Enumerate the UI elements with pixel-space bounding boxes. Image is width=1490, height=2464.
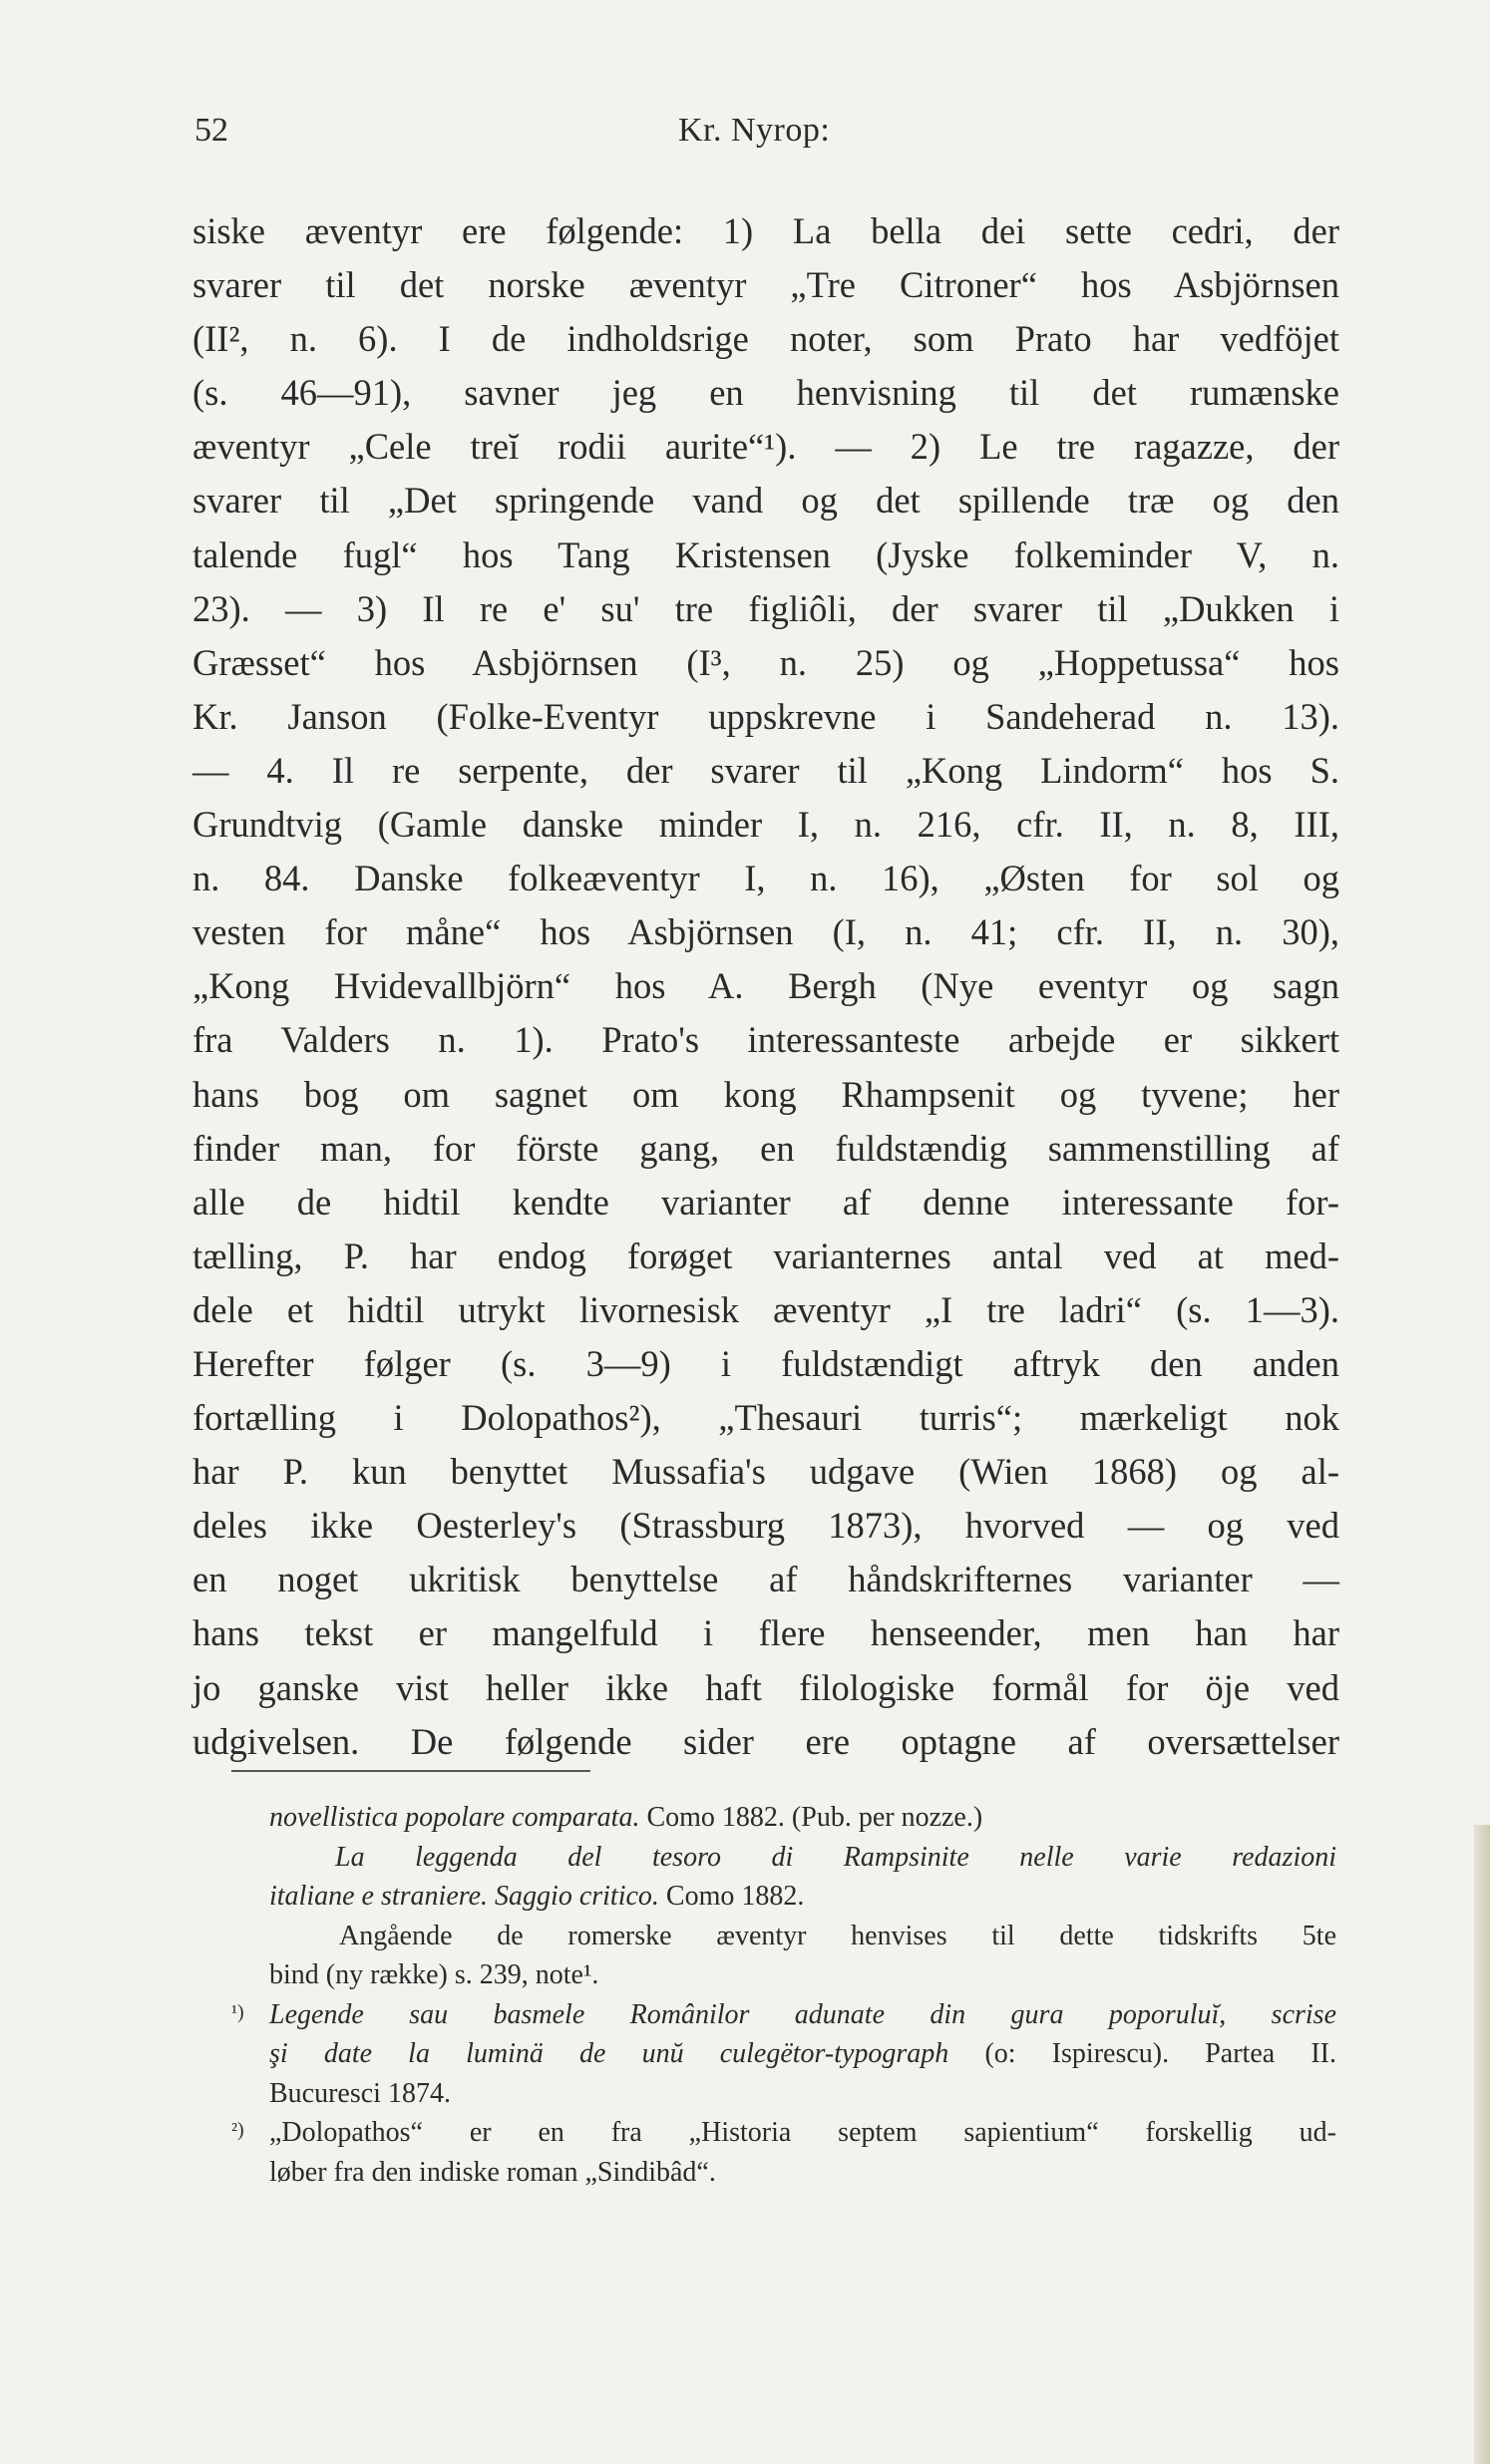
body-line: svarer til det norske æventyr „Tre Citroner“ hos Asbjörnsen [192,264,1339,306]
footnote-marker: ¹) [231,2000,244,2023]
body-line: finder man, for förste gang, en fuldstændig sammenstilling af [192,1127,1339,1169]
body-line: alle de hidtil kendte varianter af denne interessante for- [192,1181,1339,1223]
body-line: hans tekst er mangelfuld i flere henseender, men han har [192,1612,1339,1654]
footnote-text: Como 1882. [665,1881,805,1912]
footnotes [231,1798,1336,2192]
body-line: har P. kun benyttet Mussafia's udgave (Wien 1868) og al- [192,1451,1339,1493]
body-line: en noget ukritisk benyttelse af håndskrifternes varianter — [192,1559,1339,1600]
body-line: jo ganske vist heller ikke haft filologiske formål for öje ved [192,1666,1339,1708]
footnote-text: (o: Ispirescu). Partea II. [984,2038,1336,2069]
page-header [194,112,1336,162]
body-line: Herefter følger (s. 3—9) i fuldstændigt aftryk den anden [192,1342,1339,1384]
body-line: udgivelsen. De følgende sider ere optagne af oversættelser [192,1720,1339,1762]
body-line: vesten for måne“ hos Asbjörnsen (I, n. 41; cfr. II, n. 30), [192,911,1339,953]
running-head: Kr. Nyrop: [678,112,831,149]
body-line: „Kong Hvidevallbjörn“ hos A. Bergh (Nye eventyr og sagn [192,965,1339,1007]
footnote-line [269,1877,1336,1917]
body-line: dele et hidtil utrykt livornesisk æventyr „I tre ladri“ (s. 1—3). [192,1288,1339,1330]
body-line: hans bog om sagnet om kong Rhampsenit og tyvene; her [192,1073,1339,1115]
body-line: n. 84. Danske folkeæventyr I, n. 16), „Østen for sol og [192,858,1339,899]
footnote-title: La leggenda del tesoro di Rampsinite nelle varie redazioni [335,1841,1336,1873]
footnote-marker: ²) [231,2119,244,2141]
footnote-text: Como 1882. (Pub. per nozze.) [646,1802,983,1833]
body-line: (s. 46—91), savner jeg en henvisning til det rumænske [192,372,1339,414]
footnote-text: „Dolopathos“ er en fra „Historia septem sapientium“ forskellig ud- [269,2117,1336,2148]
footnote-line: Angående de romerske æventyr henvises til dette tidskrifts 5te [339,1920,1336,1951]
footnote-title: şi date la luminä de unŭ culegëtor-typograph [269,2038,949,2069]
footnote-title: Legende sau basmele Românilor adunate din gura poporuluĭ, scrise [269,1998,1336,2030]
body-line: æventyr „Cele treĭ rodii aurite“¹). — 2) Le tre ragazze, der [192,426,1339,468]
body-line: fortælling i Dolopathos²), „Thesauri turris“; mærkeligt nok [192,1397,1339,1439]
footnote-title: novellistica popolare comparata. [269,1802,640,1833]
body-line: tælling, P. har endog forøget varianternes antal ved at med- [192,1234,1339,1276]
body-line: 23). — 3) Il re e' su' tre figliôli, der svarer til „Dukken i [192,587,1339,629]
footnote-line: Bucuresci 1874. [269,2077,451,2109]
body-line: Grundtvig (Gamle danske minder I, n. 216, cfr. II, n. 8, III, [192,804,1339,846]
footnote-line [269,2034,1336,2074]
body-line: — 4. Il re serpente, der svarer til „Kong Lindorm“ hos S. [192,749,1339,791]
footnote-line: bind (ny række) s. 239, note¹. [269,1959,599,1990]
page-number: 52 [194,112,228,149]
body-line: Kr. Janson (Folke-Eventyr uppskrevne i Sandeherad n. 13). [192,695,1339,737]
body-line: deles ikke Oesterley's (Strassburg 1873), hvorved — og ved [192,1505,1339,1547]
body-line: svarer til „Det springende vand og det spillende træ og den [192,480,1339,522]
body-text [192,204,1339,1769]
footnote-2 [231,2113,1336,2153]
page-edge [1474,1825,1490,2464]
footnote-line [269,1798,1336,1838]
body-line: fra Valders n. 1). Prato's interessanteste arbejde er sikkert [192,1019,1339,1061]
body-line: siske æventyr ere følgende: 1) La bella dei sette cedri, der [192,210,1339,251]
footnote-line [269,1838,1336,1878]
body-line: talende fugl“ hos Tang Kristensen (Jyske folkeminder V, n. [192,533,1339,575]
footnote-line: løber fra den indiske roman „Sindibâd“. [269,2156,716,2188]
body-line: (II², n. 6). I de indholdsrige noter, som Prato har vedföjet [192,318,1339,360]
footnote-1 [231,1995,1336,2035]
footnote-rule [231,1770,590,1772]
footnote-title: italiane e straniere. Saggio critico. [269,1881,659,1912]
body-line: Græsset“ hos Asbjörnsen (I³, n. 25) og „Hoppetussa“ hos [192,641,1339,683]
